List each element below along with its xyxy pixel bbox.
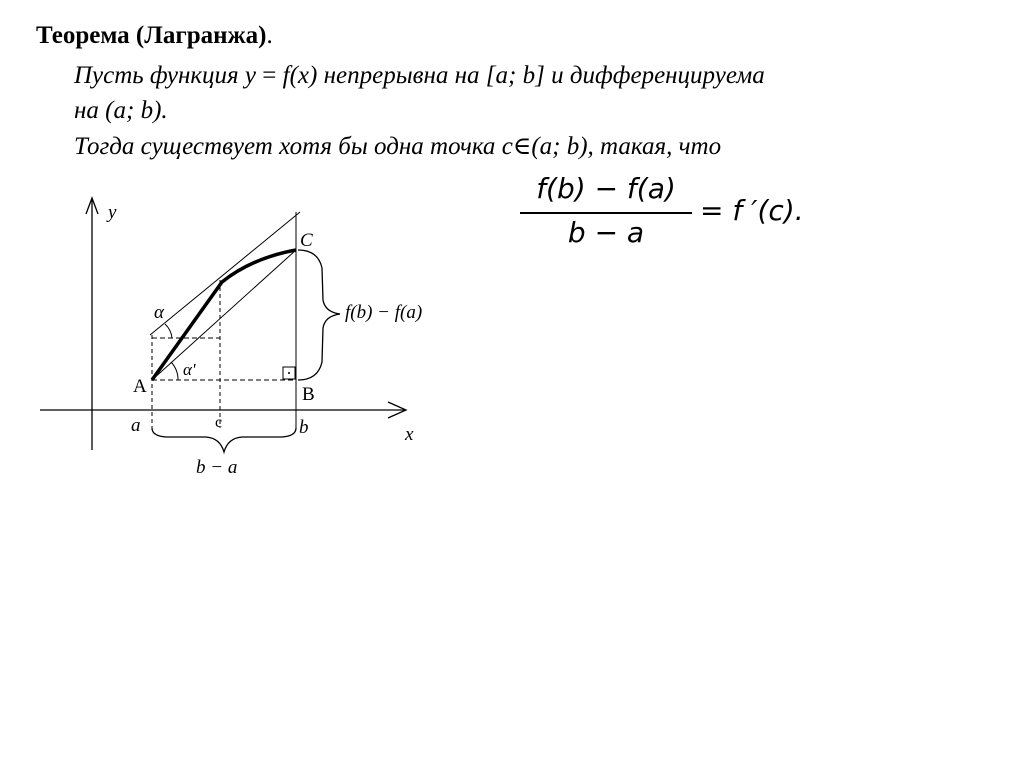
angle-alpha-prime-arc	[171, 362, 178, 380]
equals-sign: =	[256, 62, 283, 89]
separator: ;	[508, 62, 523, 89]
angle-alpha-prime-label: α'	[183, 360, 196, 379]
var-a: a	[113, 97, 126, 124]
tick-a-label: a	[131, 415, 141, 436]
text-segment: Пусть функция	[74, 62, 245, 89]
text-segment: непрерывна на [	[317, 62, 496, 89]
angle-alpha-arc	[165, 324, 172, 338]
point-b-label: B	[302, 384, 315, 405]
brace-right-label: f(b) − f(a)	[345, 302, 423, 323]
theorem-title-dot: .	[266, 22, 273, 49]
formula-denominator: b − a	[567, 216, 645, 249]
element-of-symbol: ∈	[512, 133, 532, 160]
separator: ;	[125, 97, 141, 124]
angle-alpha-label: α	[154, 302, 164, 323]
brace-right	[298, 250, 340, 380]
tangent-at-c	[150, 212, 300, 335]
point-c-label: C	[300, 230, 313, 251]
text-segment: Тогда существует хотя бы одна точка	[74, 133, 502, 160]
text-segment: ).	[153, 97, 168, 124]
y-axis-label: y	[108, 202, 117, 223]
tick-c-label: c	[215, 414, 223, 431]
theorem-title-text: Теорема (Лагранжа)	[36, 22, 267, 49]
var-c: c	[501, 133, 513, 160]
var-b: b	[140, 97, 154, 124]
var-a: a	[495, 62, 509, 89]
point-a-label: A	[133, 376, 147, 397]
brace-bottom-label: b − a	[196, 457, 238, 478]
var-f: f	[282, 62, 290, 89]
interval-a-b: (a; b),	[531, 133, 594, 160]
var-y: y	[244, 62, 257, 89]
text-segment: такая, что	[593, 133, 722, 160]
formula-rhs: = f ′(c).	[700, 194, 804, 227]
formula-numerator: f(b) − f(a)	[536, 172, 676, 205]
x-axis-label: x	[405, 424, 414, 445]
text-segment: ] и дифференцируема	[535, 62, 765, 89]
brace-bottom	[152, 428, 296, 452]
tick-b-label: b	[299, 417, 309, 438]
var-b: b	[522, 62, 536, 89]
right-angle-dot	[288, 372, 290, 374]
secant-ac	[152, 250, 296, 380]
var-x-paren: (x)	[289, 62, 318, 89]
text-segment: на (	[74, 97, 114, 124]
